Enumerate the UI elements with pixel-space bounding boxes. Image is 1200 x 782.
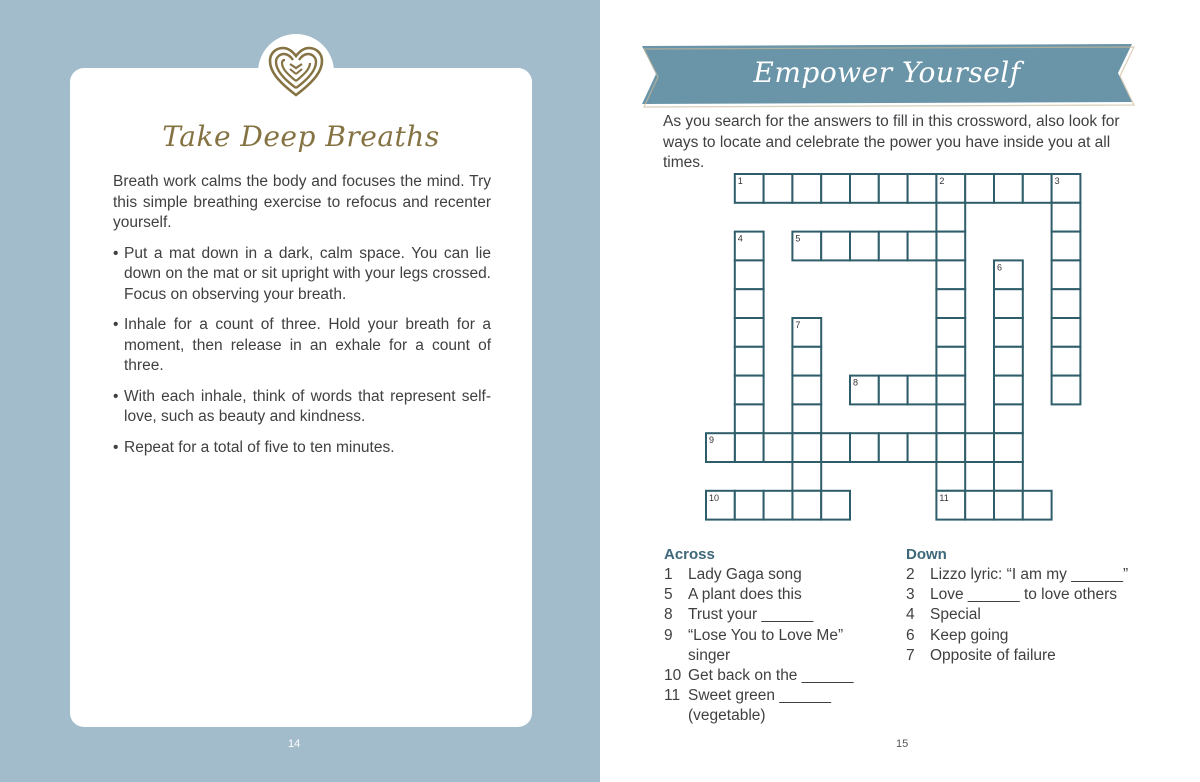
clue-across-9: 9 “Lose You to Love Me” singer (664, 626, 844, 664)
crossword-cell[interactable] (936, 260, 965, 289)
crossword-cell[interactable] (908, 174, 937, 203)
crossword-cell[interactable] (936, 462, 965, 491)
crossword-cell[interactable] (879, 174, 908, 203)
crossword-cell[interactable] (994, 404, 1023, 433)
crossword-cell[interactable] (994, 347, 1023, 376)
crossword-cell[interactable] (936, 347, 965, 376)
crossword-cell[interactable] (936, 232, 965, 261)
crossword-cell[interactable] (821, 232, 850, 261)
clue-across-1: 1 Lady Gaga song (664, 566, 802, 583)
bullet-item: • With each inhale, think of words that represent self-love, such as beauty and kindness. (113, 387, 491, 428)
clue-down-6: 6 Keep going (906, 626, 1009, 644)
clue-across-8: 8 Trust your ______ (664, 606, 814, 624)
crossword-cell[interactable] (994, 462, 1023, 491)
bullet-item: • Put a mat down in a dark, calm space. You can lie down on the mat or sit upright with your legs crossed. Focus on observing your breath. (113, 244, 491, 306)
clue-number-1: 1 (737, 176, 743, 186)
crossword-cell[interactable] (735, 433, 764, 462)
crossword-cell[interactable] (879, 433, 908, 462)
page-number-right: 15 (896, 738, 909, 750)
crossword-cell[interactable] (994, 289, 1023, 318)
crossword-cell[interactable] (994, 318, 1023, 347)
crossword-cell[interactable] (908, 376, 937, 405)
crossword-cell[interactable] (1052, 203, 1081, 232)
crossword-cell[interactable] (850, 174, 879, 203)
down-clues (906, 565, 1136, 666)
crossword-cell[interactable] (735, 404, 764, 433)
clue-number-9: 9 (709, 435, 715, 446)
crossword-cell[interactable] (1052, 260, 1081, 289)
crossword-cell[interactable] (965, 433, 994, 462)
bullet-item: • Repeat for a total of five to ten minutes. (113, 438, 491, 459)
down-heading: Down (906, 546, 947, 563)
clue-number-2: 2 (939, 176, 945, 186)
crossword-cell[interactable] (1023, 174, 1052, 203)
page-number-left: 14 (288, 738, 301, 750)
clue-number-4: 4 (737, 233, 743, 244)
crossword-cell[interactable] (1052, 376, 1081, 405)
crossword-cell[interactable] (965, 491, 994, 520)
crossword-cell[interactable] (936, 318, 965, 347)
clue-down-7: 7 Opposite of failure (906, 646, 1056, 664)
crossword-cell[interactable] (994, 491, 1023, 520)
across-clues (664, 565, 884, 727)
right-page-title: Empower Yourself (753, 56, 1021, 89)
crossword-cell[interactable] (764, 491, 793, 520)
left-page-body (113, 172, 491, 468)
crossword-intro: As you search for the answers to fill in this crossword, also look for ways to locate and celebrate the power you have inside you at all times. (663, 113, 1120, 171)
clue-across-5: 5 A plant does this (664, 586, 802, 604)
crossword-cell[interactable] (994, 174, 1023, 203)
crossword-svg (700, 170, 1060, 525)
crossword-cell[interactable] (792, 462, 821, 491)
crossword-cell[interactable] (994, 376, 1023, 405)
clue-number-5: 5 (795, 233, 801, 244)
crossword-grid (700, 170, 1060, 525)
crossword-cell[interactable] (908, 232, 937, 261)
clue-across-10: 10 Get back on the ______ (664, 667, 854, 685)
crossword-cell[interactable] (850, 433, 879, 462)
crossword-cell[interactable] (735, 376, 764, 405)
crossword-cell[interactable] (792, 174, 821, 203)
crossword-cell[interactable] (735, 318, 764, 347)
crossword-cell[interactable] (936, 404, 965, 433)
crossword-cell[interactable] (879, 232, 908, 261)
clue-number-6: 6 (997, 262, 1003, 273)
clue-across-11: 11 Sweet green ______ (vegetable) (664, 687, 832, 725)
clue-number-7: 7 (795, 320, 801, 330)
crossword-cell[interactable] (1052, 232, 1081, 261)
crossword-cell[interactable] (735, 491, 764, 520)
across-heading: Across (664, 546, 715, 563)
intro-paragraph: Breath work calms the body and focuses the mind. Try this simple breathing exercise to refocus and recenter yourself. (113, 173, 491, 231)
crossword-cell[interactable] (792, 376, 821, 405)
heart-maze-icon (268, 46, 324, 98)
crossword-cell[interactable] (735, 347, 764, 376)
crossword-cell[interactable] (908, 433, 937, 462)
left-page-title: Take Deep Breaths (162, 120, 440, 153)
crossword-cell[interactable] (936, 376, 965, 405)
clue-number-11: 11 (939, 492, 949, 503)
crossword-cell[interactable] (936, 289, 965, 318)
crossword-cell[interactable] (1052, 347, 1081, 376)
crossword-cell[interactable] (792, 404, 821, 433)
clue-number-8: 8 (853, 377, 859, 388)
crossword-cell[interactable] (764, 174, 793, 203)
crossword-cell[interactable] (792, 347, 821, 376)
crossword-cell[interactable] (821, 174, 850, 203)
crossword-cell[interactable] (1052, 318, 1081, 347)
crossword-cell[interactable] (1023, 491, 1052, 520)
crossword-cell[interactable] (821, 491, 850, 520)
crossword-cell[interactable] (936, 203, 965, 232)
exercise-steps (113, 244, 491, 459)
crossword-cell[interactable] (850, 232, 879, 261)
clue-number-10: 10 (709, 492, 720, 503)
crossword-cell[interactable] (735, 260, 764, 289)
crossword-cell[interactable] (1052, 289, 1081, 318)
clue-down-2: 2 Lizzo lyric: “I am my ______” (906, 566, 1129, 583)
crossword-cell[interactable] (764, 433, 793, 462)
heart-badge (258, 34, 334, 110)
crossword-cell[interactable] (792, 491, 821, 520)
clue-number-3: 3 (1054, 176, 1060, 186)
crossword-cell[interactable] (936, 433, 965, 462)
bullet-item: • Inhale for a count of three. Hold your breath for a moment, then release in an exhale for a count of three. (113, 315, 491, 377)
crossword-cell[interactable] (965, 174, 994, 203)
crossword-cell[interactable] (994, 433, 1023, 462)
crossword-cell[interactable] (879, 376, 908, 405)
crossword-cell[interactable] (792, 433, 821, 462)
crossword-cell[interactable] (735, 289, 764, 318)
crossword-cell[interactable] (821, 433, 850, 462)
clue-down-4: 4 Special (906, 606, 981, 624)
clue-down-3: 3 Love ______ to love others (906, 586, 1117, 604)
